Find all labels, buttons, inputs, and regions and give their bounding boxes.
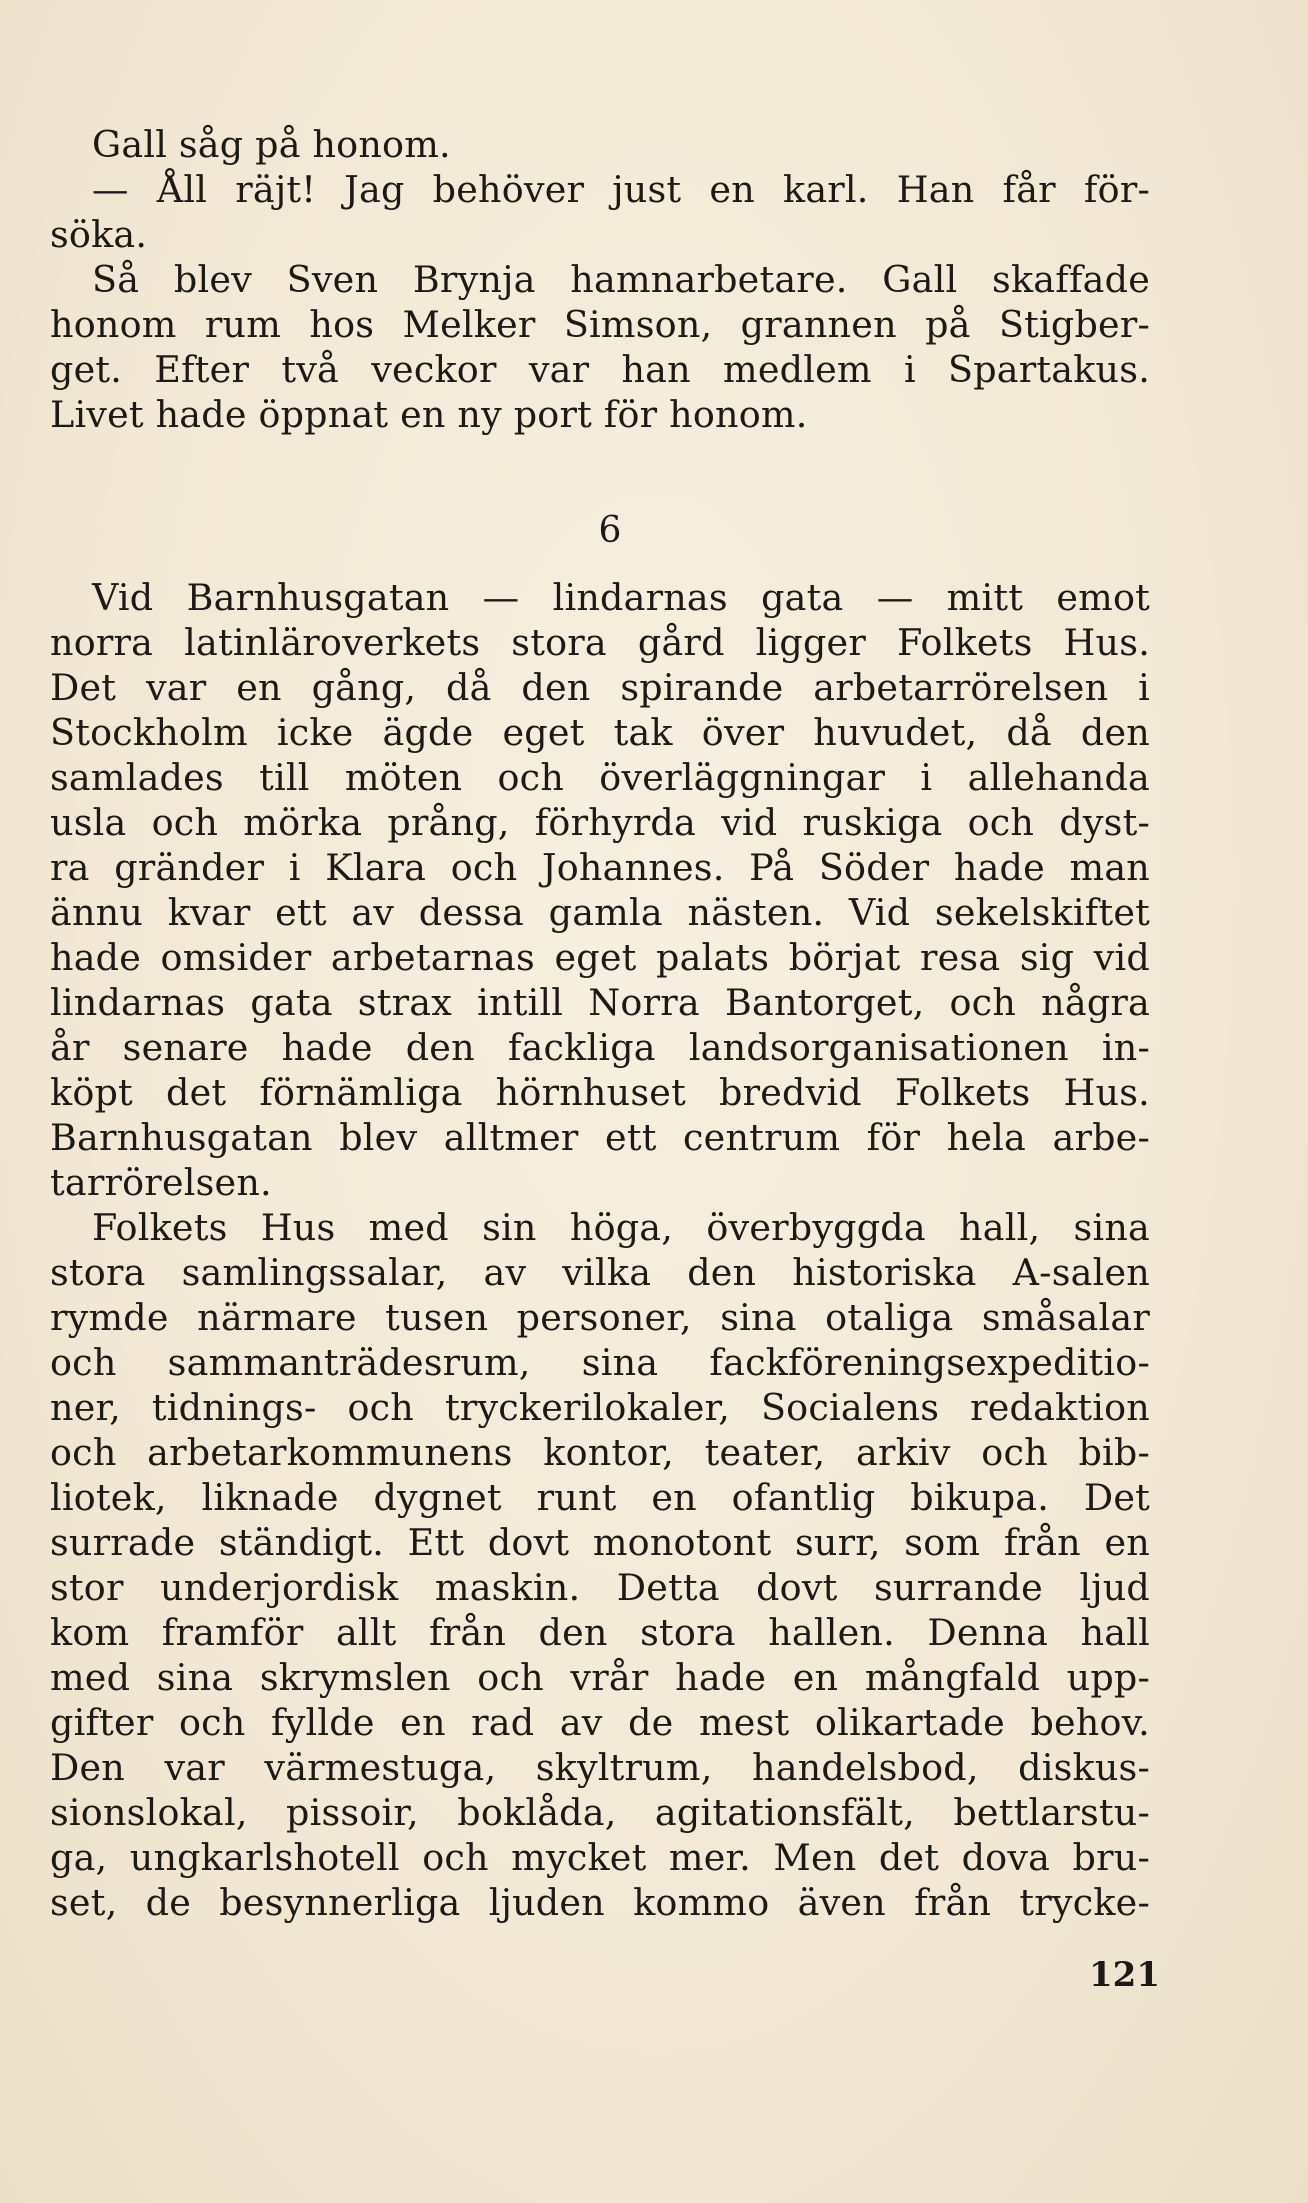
text-line: set, de besynnerliga ljuden kommo även från trycke- [50,1881,1150,1924]
text-line: sionslokal, pissoir, boklåda, agitationsfält, bettlarstu- [50,1791,1150,1834]
text-line: Stockholm icke ägde eget tak över huvudet, då den [50,711,1150,754]
text-line: rymde närmare tusen personer, sina otaliga småsalar [50,1296,1150,1339]
text-line: hade omsider arbetarnas eget palats börjat resa sig vid [50,936,1150,979]
text-line: Det var en gång, då den spirande arbetarrörelsen i [50,666,1150,709]
text-line: och arbetarkommunens kontor, teater, arkiv och bib- [50,1431,1150,1474]
text-line: samlades till möten och överläggningar i allehanda [50,756,1150,799]
text-line: Vid Barnhusgatan — lindarnas gata — mitt emot [92,576,1150,619]
text-line: år senare hade den fackliga landsorganisationen in- [50,1026,1150,1069]
text-line: Den var värmestuga, skyltrum, handelsbod, diskus- [50,1746,1150,1789]
text-line: stor underjordisk maskin. Detta dovt surrande ljud [50,1566,1150,1609]
text-line: ra gränder i Klara och Johannes. På Söder hade man [50,846,1150,889]
text-line: liotek, liknade dygnet runt en ofantlig bikupa. Det [50,1476,1150,1519]
text-block-top [50,122,1150,437]
text-line: norra latinläroverkets stora gård ligger Folkets Hus. [50,621,1150,664]
text-line: gifter och fyllde en rad av de mest olikartade behov. [50,1701,1150,1744]
chapter-number: 6 [598,510,622,551]
text-line: Gall såg på honom. [92,123,451,166]
text-line: och sammanträdesrum, sina fackföreningsexpeditio- [50,1341,1150,1384]
text-line: get. Efter två veckor var han medlem i Spartakus. [50,348,1150,391]
text-line: lindarnas gata strax intill Norra Bantorget, och några [50,981,1150,1024]
text-line: söka. [50,213,148,256]
text-line: Livet hade öppnat en ny port för honom. [50,393,808,436]
text-line: kom framför allt från den stora hallen. Denna hall [50,1611,1150,1654]
text-line: ga, ungkarlshotell och mycket mer. Men det dova bru- [50,1836,1150,1879]
text-line: köpt det förnämliga hörnhuset bredvid Folkets Hus. [50,1071,1150,1114]
text-line: usla och mörka prång, förhyrda vid ruskiga och dyst- [50,801,1150,844]
page-number: 121 [1089,1955,1160,1995]
text-line: Så blev Sven Brynja hamnarbetare. Gall skaffade [92,258,1150,301]
text-line: Barnhusgatan blev alltmer ett centrum för hela arbe- [50,1116,1150,1159]
text-line: — Åll räjt! Jag behöver just en karl. Han får för- [92,168,1150,211]
text-line: med sina skrymslen och vrår hade en mångfald upp- [50,1656,1150,1699]
text-line: ner, tidnings- och tryckerilokaler, Socialens redaktion [50,1386,1150,1429]
text-block-main [50,575,1150,1925]
text-line: surrade ständigt. Ett dovt monotont surr, som från en [50,1521,1150,1564]
text-line: ännu kvar ett av dessa gamla nästen. Vid sekelskiftet [50,891,1150,934]
text-line: stora samlingssalar, av vilka den historiska A-salen [50,1251,1150,1294]
text-line: honom rum hos Melker Simson, grannen på Stigber- [50,303,1150,346]
text-line: tarrörelsen. [50,1161,272,1204]
text-line: Folkets Hus med sin höga, överbyggda hall, sina [92,1206,1150,1249]
